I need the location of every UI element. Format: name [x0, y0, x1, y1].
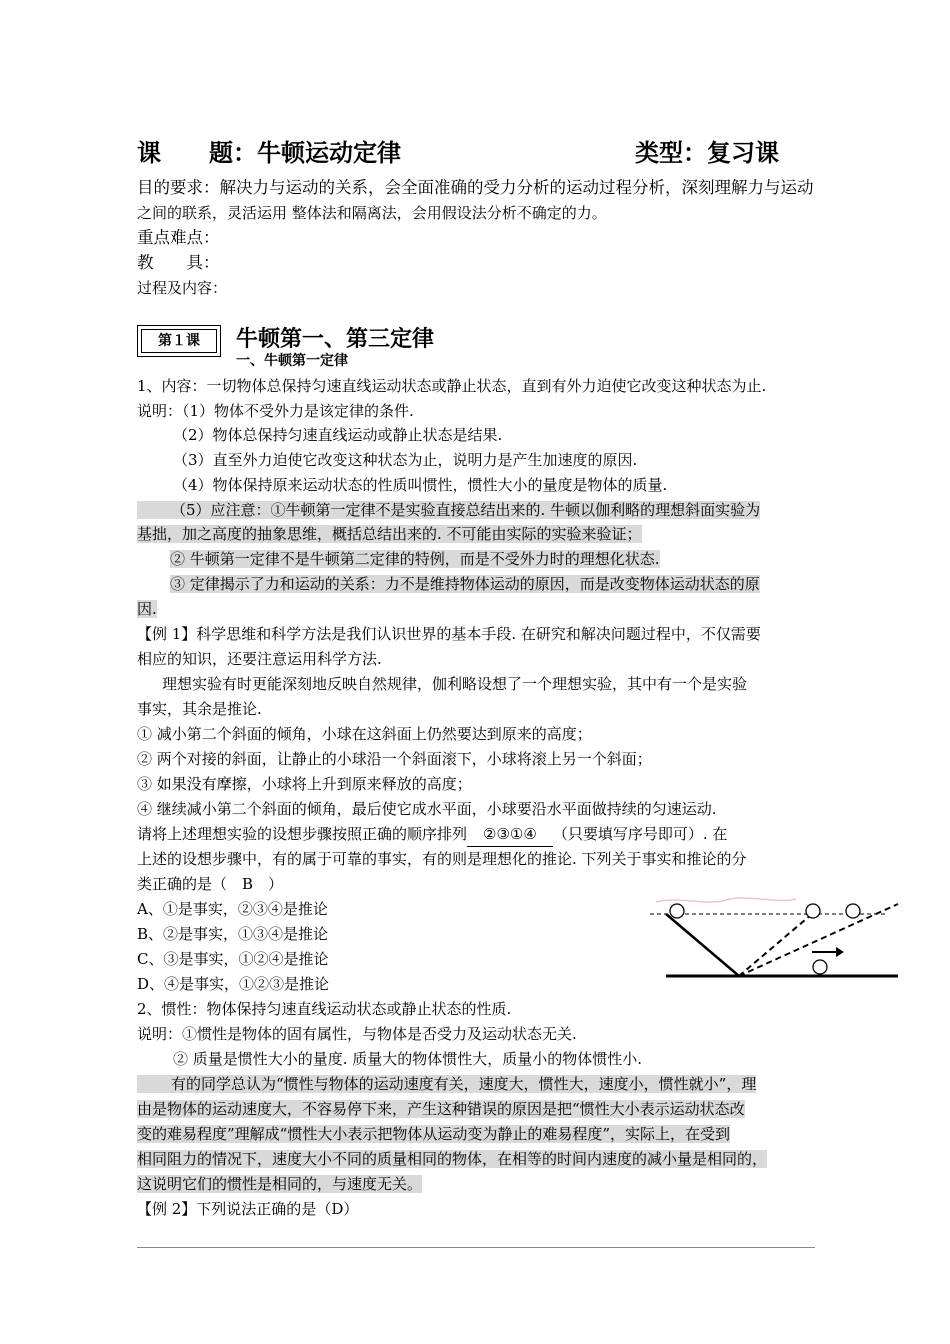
content-line: 说明：（1）物体不受外力是该定律的条件. [137, 402, 414, 420]
highlighted-text: ② 牛顿第一定律不是牛顿第二定律的特例，而是不受外力时的理想化状态. [170, 550, 660, 568]
option-c: C、③是事实，①②④是推论 [137, 950, 329, 968]
ordering-prompt: 请将上述理想实验的设想步骤按照正确的顺序排列 [137, 825, 468, 843]
highlighted-line [137, 1172, 422, 1196]
lesson-number-box [137, 325, 221, 359]
ordering-question [137, 822, 727, 847]
inertia-line: ② 质量是惯性大小的量度. 质量大的物体惯性大，质量小的物体惯性小. [173, 1050, 643, 1068]
step-item: ④ 继续减小第二个斜面的倾角，最后使它成水平面，小球要沿水平面做持续的匀速运动. [137, 800, 717, 818]
ball-shallow-incline [846, 904, 860, 918]
inertia-line: 2、惯性：物体保持匀速直线运动状态或静止状态的性质. [137, 1000, 512, 1018]
content-line: （2）物体总保持匀速直线运动或静止状态是结果. [173, 426, 503, 444]
first-incline [666, 914, 739, 976]
tools-label: 教 具： [137, 253, 220, 272]
ball-start [670, 904, 684, 918]
highlighted-text: （5）应注意：①牛顿第一定律不是实验直接总结出来的. 牛顿以伽利略的理想斜面实验为 [137, 501, 760, 519]
lesson-title: 牛顿第一、第三定律 [236, 327, 435, 352]
content-line: （3）直至外力迫使它改变这种状态为止，说明力是产生加速度的原因. [173, 451, 638, 469]
ball-on-floor [813, 960, 827, 974]
inertia-line: 说明：①惯性是物体的固有属性，与物体是否受力及运动状态无关. [137, 1025, 577, 1043]
lesson-type-title: 类型：复习课 [635, 139, 779, 167]
ball-steep-incline [806, 904, 820, 918]
step-item: ③ 如果没有摩擦，小球将上升到原来释放的高度； [137, 775, 472, 793]
ordering-note: （只要填写序号即可）. 在 [552, 825, 728, 843]
highlighted-text: 这说明它们的惯性是相同的，与速度无关。 [137, 1175, 423, 1193]
highlighted-line [137, 1147, 767, 1171]
highlighted-line [137, 1122, 730, 1146]
example-1-line: 类正确的是（ B ） [137, 875, 284, 893]
option-a: A、①是事实，②③④是推论 [137, 900, 328, 918]
content-line: （4）物体保持原来运动状态的性质叫惯性，惯性大小的量度是物体的质量. [173, 476, 668, 494]
option-b: B、②是事实，①③④是推论 [137, 925, 329, 943]
option-d: D、④是事实，①②③是推论 [137, 975, 330, 993]
incline-experiment-figure [646, 890, 900, 990]
highlighted-line [137, 522, 642, 546]
example-1-line: 上述的设想步骤中，有的属于可靠的事实，有的则是理想化的推论. 下列关于事实和推论的分 [137, 850, 747, 868]
second-incline-steep [739, 914, 812, 976]
lesson-box-label: 第１课 [141, 329, 217, 353]
lesson-topic-title: 课 题：牛顿运动定律 [137, 139, 401, 167]
example-1-line: 相应的知识，还要注意运用科学方法. [137, 650, 382, 668]
step-item: ② 两个对接的斜面，让静止的小球沿一个斜面滚下，小球将滚上另一个斜面； [137, 750, 652, 768]
highlighted-line [170, 572, 760, 596]
example-1-line: 【例 1】科学思维和科学方法是我们认识世界的基本手段. 在研究和解决问题过程中，不仅需要 [137, 625, 761, 643]
highlighted-text: 有的同学总认为“惯性与物体的运动速度有关，速度大，惯性大，速度小，惯性就小”，理 [137, 1075, 756, 1093]
highlighted-text: 变的难易程度”理解成“惯性大小表示把物体从运动变为静止的难易程度”，实际上，在受到 [137, 1125, 731, 1143]
watermark-scribble [656, 898, 796, 902]
highlighted-line [170, 547, 660, 571]
goal-line-1: 目的要求：解决力与运动的关系，会全面准确的受力分析的运动过程分析，深刻理解力与运动 [137, 178, 814, 197]
goal-line-2: 之间的联系，灵活运用 整体法和隔离法，会用假设法分析不确定的力。 [137, 204, 607, 222]
highlighted-text: 相同阻力的情况下，速度大小不同的质量相同的物体，在相等的时间内速度的减小量是相同的， [137, 1150, 768, 1168]
example-2-line: 【例 2】下列说法正确的是（D） [137, 1200, 359, 1218]
example-1-line: 事实，其余是推论. [137, 700, 262, 718]
ordering-answer: ②③①④ [467, 822, 553, 847]
process-label: 过程及内容： [137, 279, 228, 297]
highlighted-text: 基拙，加之高度的抽象思维，概括总结出来的. 不可能由实际的实验来验证； [137, 525, 642, 543]
highlighted-text: ③ 定律揭示了力和运动的关系：力不是维持物体运动的原因，而是改变物体运动状态的原 [170, 575, 760, 593]
page-footer-rule [137, 1247, 815, 1248]
example-1-line: 理想实验有时更能深刻地反映自然规律，伽利略设想了一个理想实验，其中有一个是实验 [162, 675, 748, 693]
highlighted-line [137, 1097, 745, 1121]
motion-arrow-head [836, 947, 844, 957]
highlighted-text: 因. [137, 600, 157, 618]
content-line: 1、内容：一切物体总保持匀速直线运动状态或静止状态，直到有外力迫使它改变这种状态为止. [137, 377, 767, 395]
step-item: ① 减小第二个斜面的倾角，小球在这斜面上仍然要达到原来的高度； [137, 725, 592, 743]
key-points-label: 重点难点： [137, 228, 220, 247]
highlighted-line [137, 498, 760, 522]
highlighted-text: 由是物体的运动速度大，不容易停下来，产生这种错误的原因是把“惯性大小表示运动状态改 [137, 1100, 745, 1118]
highlighted-line [137, 1072, 756, 1096]
title-row [137, 133, 817, 169]
highlighted-line [137, 597, 157, 621]
section-subtitle: 一、牛顿第一定律 [236, 353, 348, 369]
